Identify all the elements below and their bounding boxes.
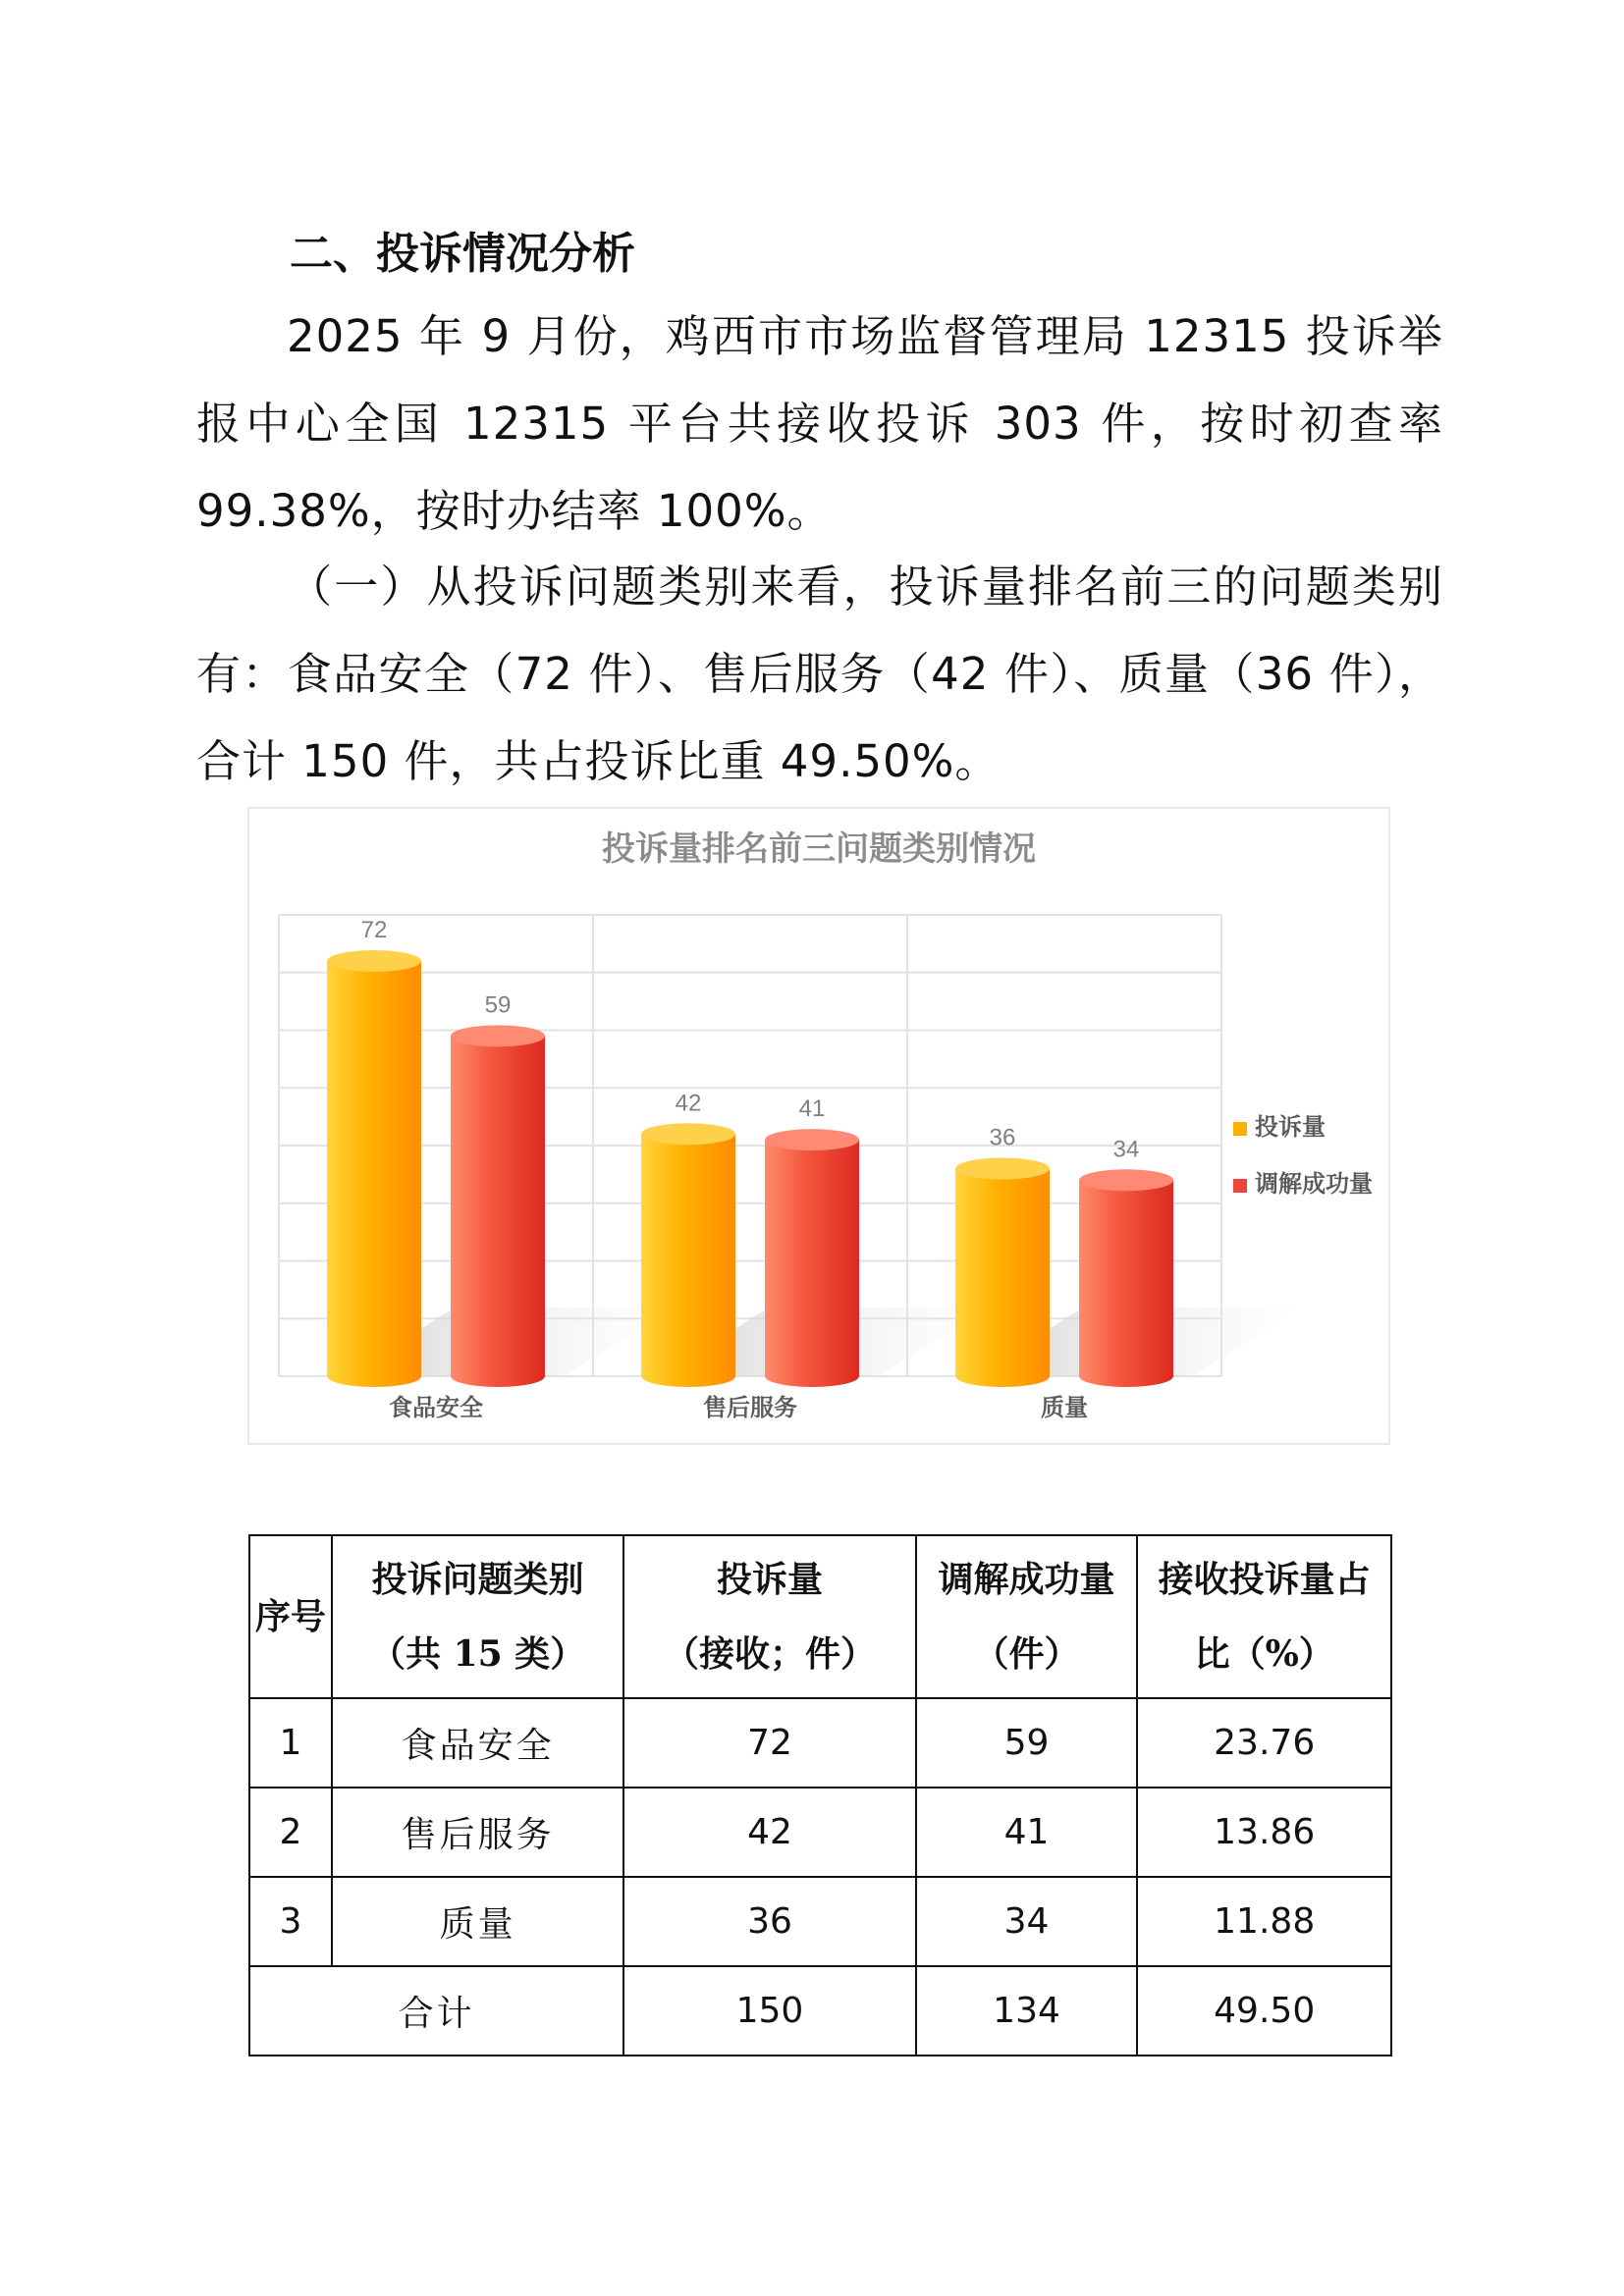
bar-cap [451,1025,545,1046]
header-success: 调解成功量 （件） [916,1535,1138,1698]
table-row [249,1788,1391,1877]
table-row [249,1877,1391,1966]
row-category: 质量 [332,1877,623,1966]
bar-cap [765,1129,859,1150]
legend-label: 投诉量 [1255,1113,1326,1141]
statistics-table [248,1534,1392,2056]
chart-svg [249,809,1388,1443]
bar [1079,1180,1173,1376]
category-label: 质量 [1041,1394,1088,1421]
bar-base [451,1365,545,1387]
bar-base [1079,1365,1173,1387]
row-percent: 11.88 [1137,1877,1391,1966]
row-success: 41 [916,1788,1138,1877]
section-title: 二、投诉情况分析 [290,229,635,279]
bar [641,1134,735,1376]
row-category: 食品安全 [332,1698,623,1788]
total-count: 150 [623,1966,915,2056]
bar-base [641,1365,735,1387]
table-row [249,1698,1391,1788]
data-label: 72 [360,917,388,943]
legend-label: 调解成功量 [1255,1170,1373,1198]
total-success: 134 [916,1966,1138,2056]
row-category: 售后服务 [332,1788,623,1877]
summary-paragraph [196,293,1443,555]
category-text: （一）从投诉问题类别来看，投诉量排名前三的问题类别有：食品安全（72 件）、售后服务（42 件）、质量（36 件），合计 150 件，共占投诉比重 49.50%。 [196,561,1443,787]
row-count: 36 [623,1877,915,1966]
row-percent: 23.76 [1137,1698,1391,1788]
header-index: 序号 [249,1535,332,1698]
bar-cap [327,950,421,972]
legend-swatch [1233,1122,1247,1136]
row-index: 2 [249,1788,332,1877]
chart-title: 投诉量排名前三问题类别情况 [602,829,1036,869]
complaint-chart [247,807,1390,1445]
total-label: 合计 [249,1966,623,2056]
total-percent: 49.50 [1137,1966,1391,2056]
bar-base [327,1365,421,1387]
row-success: 59 [916,1698,1138,1788]
row-success: 34 [916,1877,1138,1966]
bar-cap [955,1158,1050,1180]
row-percent: 13.86 [1137,1788,1391,1877]
category-paragraph [196,543,1443,805]
header-percent: 接收投诉量占 比（%） [1137,1535,1391,1698]
bar-base [955,1365,1050,1387]
bar [327,961,421,1376]
bar [765,1140,859,1376]
bar-cap [1079,1169,1173,1191]
table-header-row [249,1535,1391,1698]
data-label: 59 [484,991,512,1019]
row-index: 3 [249,1877,332,1966]
legend-swatch [1233,1179,1247,1193]
table-total-row [249,1966,1391,2056]
header-count: 投诉量 （接收；件） [623,1535,915,1698]
summary-text: 2025 年 9 月份，鸡西市市场监督管理局 12315 投诉举报中心全国 12315 平台共接收投诉 303 件，按时初查率 99.38%，按时办结率 100%。 [196,310,1443,537]
data-label: 41 [798,1095,826,1123]
row-count: 72 [623,1698,915,1788]
row-count: 42 [623,1788,915,1877]
bar [955,1169,1050,1377]
category-label: 食品安全 [389,1394,483,1421]
row-index: 1 [249,1698,332,1788]
data-label: 34 [1112,1136,1140,1163]
bar-cap [641,1123,735,1145]
data-label: 42 [675,1090,702,1117]
category-label: 售后服务 [703,1394,797,1421]
header-category: 投诉问题类别 （共 15 类） [332,1535,623,1698]
bar-base [765,1365,859,1387]
bar [451,1036,545,1376]
data-label: 36 [989,1124,1016,1151]
